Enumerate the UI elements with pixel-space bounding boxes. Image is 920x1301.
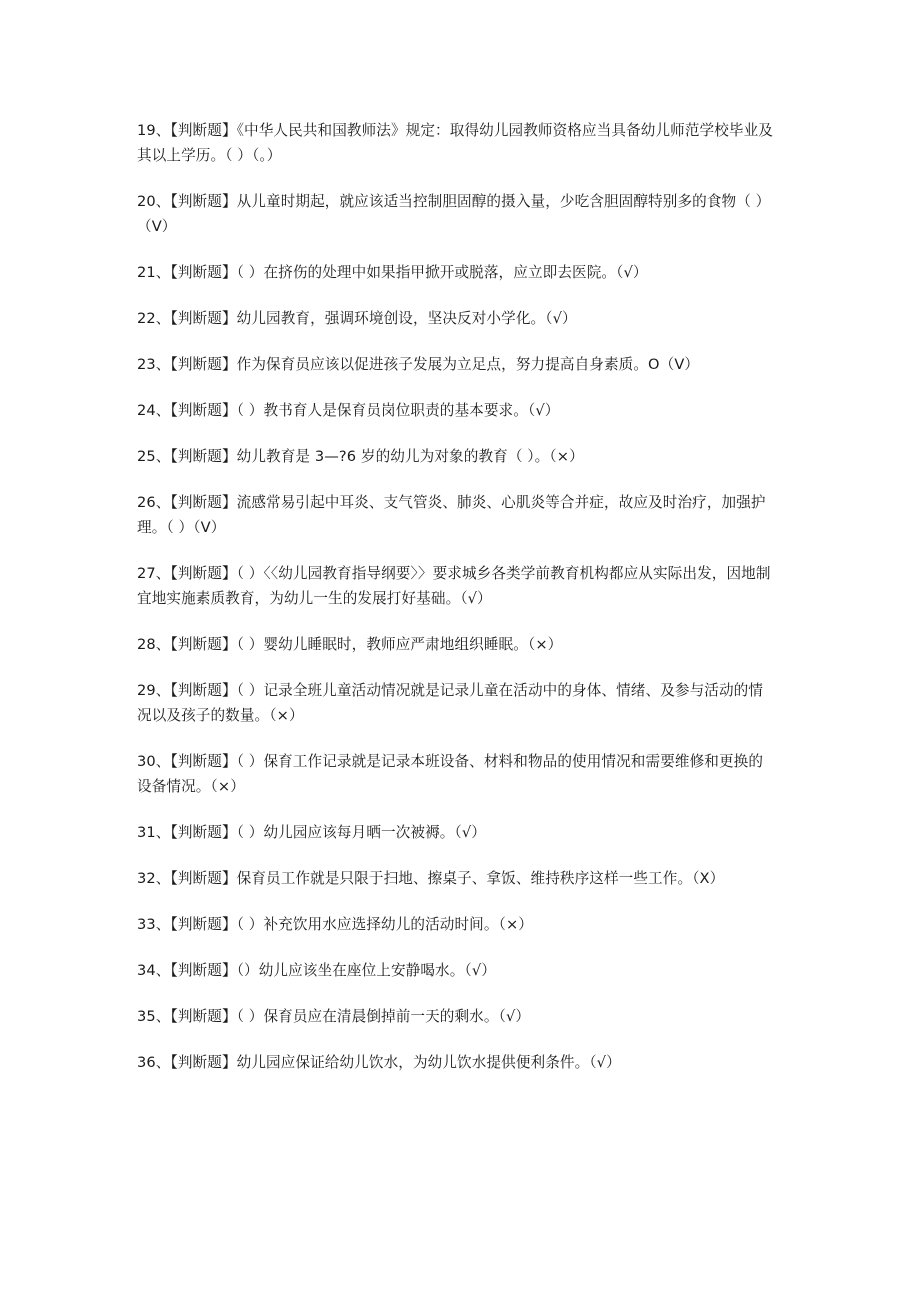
question-item: 25、【判断题】幼儿教育是 3—?6 岁的幼儿为对象的教育（ ）。（×） <box>137 448 584 465</box>
question-item: 30、【判断题】（ ）保育工作记录就是记录本班设备、材料和物品的使用情况和需要维修和更换的设备情况。（×） <box>137 753 764 795</box>
question-item: 32、【判断题】保育员工作就是只限于扫地、擦桌子、拿饭、维持秩序这样一些工作。（X） <box>137 870 725 887</box>
question-item: 20、【判断题】从儿童时期起，就应该适当控制胆固醇的摄入量，少吃含胆固醇特别多的食物（ ）（V） <box>137 193 771 235</box>
question-item: 24、【判断题】（ ）教书育人是保育员岗位职责的基本要求。（√） <box>137 402 560 419</box>
question-item: 31、【判断题】（ ）幼儿园应该每月晒一次被褥。（√） <box>137 824 486 841</box>
question-item: 34、【判断题】（）幼儿应该坐在座位上安静喝水。（√） <box>137 962 496 979</box>
question-list <box>137 118 777 1096</box>
question-item: 22、【判断题】幼儿园教育，强调环境创设，坚决反对小学化。（√） <box>137 310 577 327</box>
question-item: 33、【判断题】（ ）补充饮用水应选择幼儿的活动时间。（×） <box>137 916 533 933</box>
question-item: 21、【判断题】（ ）在挤伤的处理中如果指甲掀开或脱落，应立即去医院。（√） <box>137 264 648 281</box>
question-item: 26、【判断题】流感常易引起中耳炎、支气管炎、肺炎、心肌炎等合并症，故应及时治疗，加强护理。（ ）（V） <box>137 494 766 536</box>
question-item: 27、【判断题】（ ）〈〈幼儿园教育指导纲要〉〉要求城乡各类学前教育机构都应从实际出发，因地制宜地实施素质教育，为幼儿一生的发展打好基础。（√） <box>137 565 771 607</box>
question-item: 28、【判断题】（ ）婴幼儿睡眠时，教师应严肃地组织睡眠。（×） <box>137 636 563 653</box>
question-item: 19、【判断题】《中华人民共和国教师法》规定：取得幼儿园教师资格应当具备幼儿师范学校毕业及其以上学历。（ ）（。） <box>137 122 774 164</box>
question-item: 23、【判断题】作为保育员应该以促进孩子发展为立足点，努力提高自身素质。O（V） <box>137 356 700 373</box>
question-item: 35、【判断题】（ ）保育员应在清晨倒掉前一天的剩水。（√） <box>137 1008 531 1025</box>
question-item: 29、【判断题】（ ）记录全班儿童活动情况就是记录儿童在活动中的身体、情绪、及参与活动的情况以及孩子的数量。（×） <box>137 682 764 724</box>
question-item: 36、【判断题】幼儿园应保证给幼儿饮水，为幼儿饮水提供便利条件。（√） <box>137 1054 621 1071</box>
